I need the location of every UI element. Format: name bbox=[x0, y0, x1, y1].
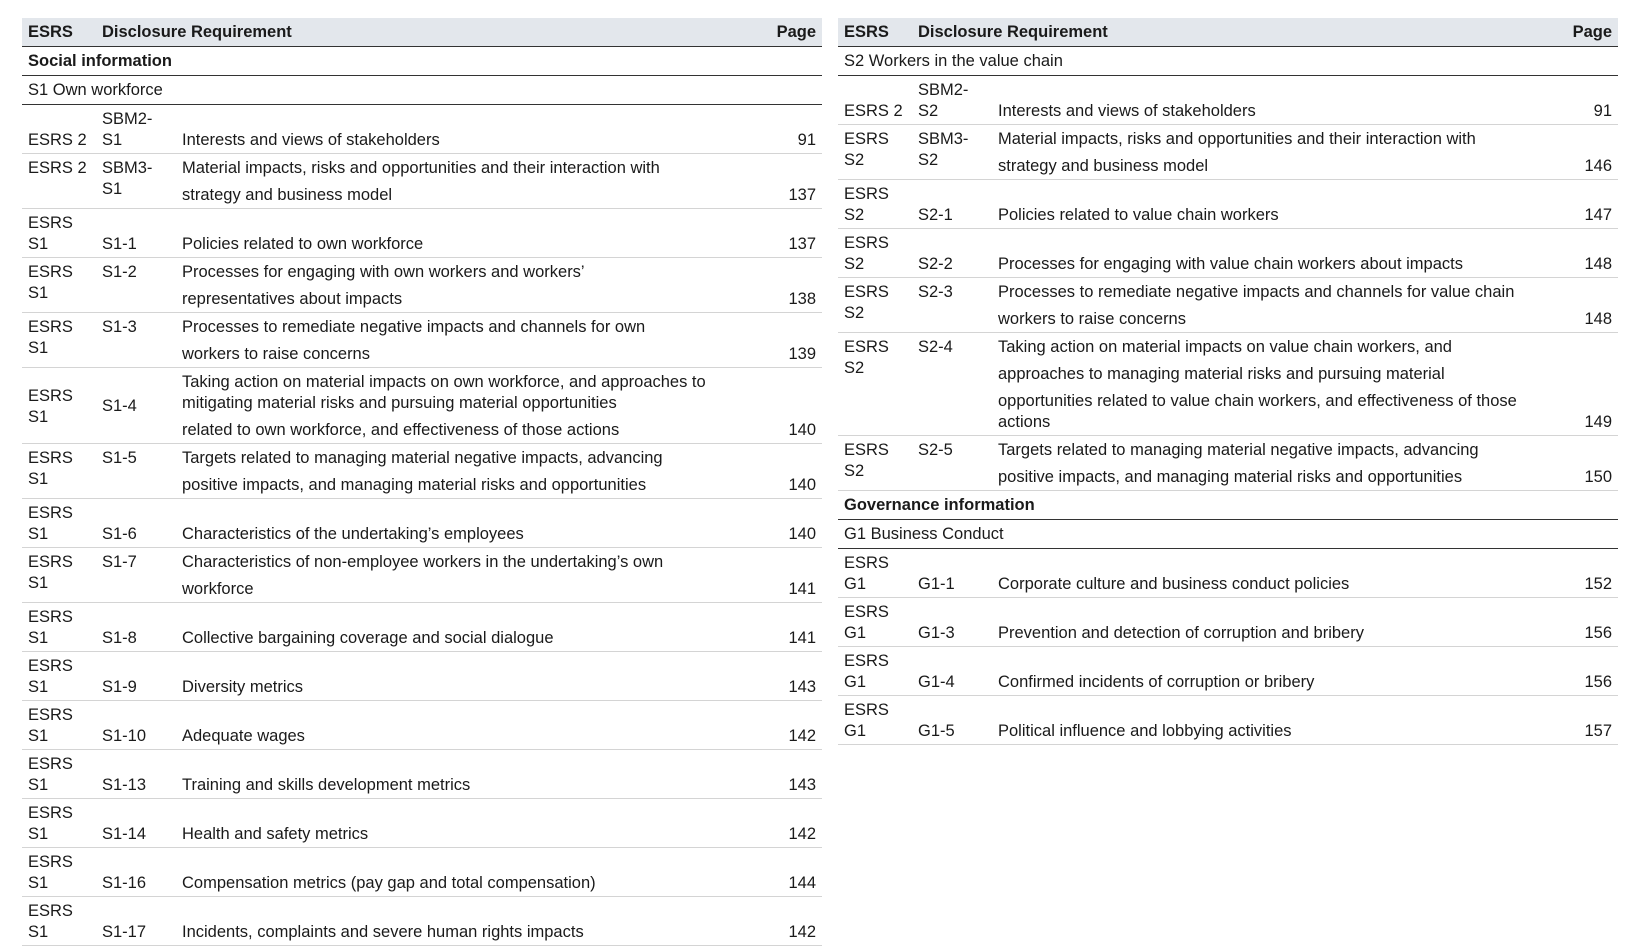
disclosure-requirement bbox=[176, 750, 770, 799]
esrs-standard: ESRS S2 bbox=[838, 180, 912, 229]
requirement-line: Compensation metrics (pay gap and total compensation) bbox=[182, 874, 596, 892]
esrs-standard: ESRS S1 bbox=[22, 603, 96, 652]
table-header-row bbox=[838, 18, 1618, 47]
page-number: 142 bbox=[770, 897, 822, 946]
header-disclosure-requirement: Disclosure Requirement bbox=[912, 18, 1566, 47]
disclosure-requirement bbox=[176, 848, 770, 897]
disclosure-requirement bbox=[992, 229, 1566, 278]
esrs-standard: ESRS S1 bbox=[22, 444, 96, 499]
requirement-line: Confirmed incidents of corruption or bribery bbox=[998, 673, 1315, 691]
requirement-line: Material impacts, risks and opportunities and their interaction with bbox=[998, 130, 1476, 148]
table-row bbox=[22, 848, 822, 897]
esrs-standard: ESRS S1 bbox=[22, 258, 96, 313]
requirement-line: representatives about impacts bbox=[182, 290, 403, 308]
page-number: 152 bbox=[1566, 549, 1618, 598]
header-esrs: ESRS bbox=[22, 18, 96, 47]
disclosure-requirement bbox=[992, 76, 1566, 125]
esrs-standard: ESRS S1 bbox=[22, 368, 96, 444]
page-number: 142 bbox=[770, 799, 822, 848]
requirement-line: Adequate wages bbox=[182, 727, 305, 745]
disclosure-requirement bbox=[176, 368, 770, 444]
requirement-line: Processes to remediate negative impacts and channels for value chain bbox=[998, 283, 1515, 301]
table-row bbox=[838, 229, 1618, 278]
subsection-row bbox=[838, 520, 1618, 549]
disclosure-code: S1-4 bbox=[96, 368, 176, 444]
disclosure-requirement bbox=[176, 548, 770, 603]
esrs-standard: ESRS G1 bbox=[838, 696, 912, 745]
esrs-standard: ESRS G1 bbox=[838, 647, 912, 696]
disclosure-code: S2-3 bbox=[912, 278, 992, 333]
page-number: 139 bbox=[770, 313, 822, 368]
table-row bbox=[838, 333, 1618, 436]
requirement-line: strategy and business model bbox=[998, 157, 1209, 175]
esrs-standard: ESRS S1 bbox=[22, 548, 96, 603]
disclosure-code: G1-4 bbox=[912, 647, 992, 696]
table-row bbox=[22, 154, 822, 209]
page-number: 91 bbox=[770, 105, 822, 154]
table-row bbox=[22, 258, 822, 313]
header-esrs: ESRS bbox=[838, 18, 912, 47]
subsection-title-s2: S2 Workers in the value chain bbox=[838, 47, 1618, 76]
disclosure-requirement bbox=[992, 696, 1566, 745]
esrs-standard: ESRS S1 bbox=[22, 897, 96, 946]
page-number: 148 bbox=[1566, 229, 1618, 278]
disclosure-requirement bbox=[176, 105, 770, 154]
disclosure-requirement bbox=[992, 180, 1566, 229]
table-row bbox=[838, 696, 1618, 745]
table-header-row bbox=[22, 18, 822, 47]
esrs-standard: ESRS S1 bbox=[22, 848, 96, 897]
esrs-standard: ESRS S1 bbox=[22, 652, 96, 701]
table-row bbox=[22, 209, 822, 258]
disclosure-code: S2-1 bbox=[912, 180, 992, 229]
disclosure-code: S2-4 bbox=[912, 333, 992, 436]
esrs-standard: ESRS S2 bbox=[838, 436, 912, 491]
table-row bbox=[22, 499, 822, 548]
page-number: 141 bbox=[770, 603, 822, 652]
disclosure-requirement bbox=[992, 125, 1566, 180]
esrs-standard: ESRS S1 bbox=[22, 313, 96, 368]
disclosure-code: SBM3-S1 bbox=[96, 154, 176, 209]
table-row bbox=[22, 652, 822, 701]
disclosure-code: S1-1 bbox=[96, 209, 176, 258]
page-number: 150 bbox=[1566, 436, 1618, 491]
requirement-line: mitigating material risks and pursuing material opportunities bbox=[182, 394, 617, 412]
requirement-line: Incidents, complaints and severe human rights impacts bbox=[182, 923, 584, 941]
requirement-line: Targets related to managing material negative impacts, advancing bbox=[998, 441, 1479, 459]
requirement-line: related to own workforce, and effectiveness of those actions bbox=[182, 421, 620, 439]
page-number: 140 bbox=[770, 368, 822, 444]
disclosure-requirement bbox=[992, 333, 1566, 436]
disclosure-requirement bbox=[992, 647, 1566, 696]
disclosure-requirement bbox=[992, 436, 1566, 491]
disclosure-requirement bbox=[176, 209, 770, 258]
requirement-line: Material impacts, risks and opportunities and their interaction with bbox=[182, 159, 660, 177]
requirement-line: Prevention and detection of corruption and bribery bbox=[998, 624, 1364, 642]
disclosure-code: S1-10 bbox=[96, 701, 176, 750]
esrs-standard: ESRS G1 bbox=[838, 598, 912, 647]
esrs-standard: ESRS 2 bbox=[838, 76, 912, 125]
header-page: Page bbox=[1566, 18, 1618, 47]
disclosure-code: S2-5 bbox=[912, 436, 992, 491]
disclosure-code: SBM2-S1 bbox=[96, 105, 176, 154]
requirement-line: workers to raise concerns bbox=[998, 310, 1186, 328]
disclosure-requirement bbox=[176, 313, 770, 368]
page-number: 156 bbox=[1566, 598, 1618, 647]
requirement-line: Collective bargaining coverage and social dialogue bbox=[182, 629, 554, 647]
esrs-standard: ESRS S1 bbox=[22, 209, 96, 258]
page-number: 138 bbox=[770, 258, 822, 313]
requirement-line: Characteristics of the undertaking’s employees bbox=[182, 525, 524, 543]
disclosure-requirement bbox=[992, 549, 1566, 598]
page-number: 146 bbox=[1566, 125, 1618, 180]
requirement-line: workers to raise concerns bbox=[182, 345, 370, 363]
requirement-line: positive impacts, and managing material risks and opportunities bbox=[182, 476, 647, 494]
page-number: 143 bbox=[770, 652, 822, 701]
table-row bbox=[22, 313, 822, 368]
right-disclosure-table bbox=[838, 18, 1618, 745]
disclosure-code: S1-16 bbox=[96, 848, 176, 897]
table-row bbox=[838, 125, 1618, 180]
disclosure-requirement bbox=[176, 154, 770, 209]
disclosure-requirement bbox=[176, 258, 770, 313]
disclosure-code: S1-17 bbox=[96, 897, 176, 946]
section-title-social: Social information bbox=[22, 47, 822, 76]
requirement-line: Interests and views of stakeholders bbox=[998, 102, 1256, 120]
disclosure-code: S1-6 bbox=[96, 499, 176, 548]
requirement-line: opportunities related to value chain workers, and effectiveness of those bbox=[998, 392, 1517, 410]
requirement-line: workforce bbox=[182, 580, 254, 598]
page-number: 143 bbox=[770, 750, 822, 799]
page-number: 147 bbox=[1566, 180, 1618, 229]
disclosure-code: G1-5 bbox=[912, 696, 992, 745]
left-table-panel bbox=[22, 18, 822, 946]
disclosure-code: S1-7 bbox=[96, 548, 176, 603]
requirement-line: Health and safety metrics bbox=[182, 825, 369, 843]
header-page: Page bbox=[770, 18, 822, 47]
disclosure-code: S1-5 bbox=[96, 444, 176, 499]
disclosure-code: S1-3 bbox=[96, 313, 176, 368]
esrs-standard: ESRS G1 bbox=[838, 549, 912, 598]
disclosure-code: G1-3 bbox=[912, 598, 992, 647]
section-row bbox=[22, 47, 822, 76]
disclosure-code: S1-9 bbox=[96, 652, 176, 701]
requirement-line: Taking action on material impacts on value chain workers, and bbox=[998, 338, 1452, 356]
section-row bbox=[838, 491, 1618, 520]
page-number: 148 bbox=[1566, 278, 1618, 333]
left-disclosure-table bbox=[22, 18, 822, 946]
esrs-standard: ESRS S2 bbox=[838, 229, 912, 278]
esrs-standard: ESRS 2 bbox=[22, 105, 96, 154]
esrs-standard: ESRS S2 bbox=[838, 278, 912, 333]
requirement-line: Diversity metrics bbox=[182, 678, 304, 696]
disclosure-code: S2-2 bbox=[912, 229, 992, 278]
requirement-line: Characteristics of non-employee workers in the undertaking’s own bbox=[182, 553, 664, 571]
table-row bbox=[22, 105, 822, 154]
table-row bbox=[22, 444, 822, 499]
requirement-line: Corporate culture and business conduct policies bbox=[998, 575, 1350, 593]
page-number: 149 bbox=[1566, 333, 1618, 436]
disclosure-requirement bbox=[992, 278, 1566, 333]
requirement-line: Processes for engaging with own workers and workers’ bbox=[182, 263, 585, 281]
requirement-line: approaches to managing material risks and pursuing material bbox=[998, 365, 1445, 383]
table-row bbox=[22, 368, 822, 444]
requirement-line: positive impacts, and managing material risks and opportunities bbox=[998, 468, 1463, 486]
table-row bbox=[838, 180, 1618, 229]
disclosure-requirement bbox=[176, 799, 770, 848]
requirement-line: Policies related to value chain workers bbox=[998, 206, 1279, 224]
disclosure-requirement bbox=[176, 444, 770, 499]
esrs-standard: ESRS 2 bbox=[22, 154, 96, 209]
subsection-row bbox=[22, 76, 822, 105]
table-row bbox=[22, 897, 822, 946]
subsection-row bbox=[838, 47, 1618, 76]
disclosure-requirement bbox=[176, 897, 770, 946]
table-row bbox=[22, 750, 822, 799]
page-number: 137 bbox=[770, 209, 822, 258]
esrs-standard: ESRS S2 bbox=[838, 333, 912, 436]
page-number: 137 bbox=[770, 154, 822, 209]
disclosure-requirement bbox=[176, 603, 770, 652]
page-number: 144 bbox=[770, 848, 822, 897]
requirement-line: Political influence and lobbying activities bbox=[998, 722, 1292, 740]
right-table-panel bbox=[838, 18, 1618, 745]
table-row bbox=[22, 799, 822, 848]
subsection-title-s1: S1 Own workforce bbox=[22, 76, 822, 105]
esrs-standard: ESRS S1 bbox=[22, 701, 96, 750]
requirement-line: Processes to remediate negative impacts and channels for own bbox=[182, 318, 646, 336]
disclosure-code: S1-2 bbox=[96, 258, 176, 313]
page-number: 91 bbox=[1566, 76, 1618, 125]
disclosure-code: S1-8 bbox=[96, 603, 176, 652]
table-row bbox=[22, 701, 822, 750]
page-number: 156 bbox=[1566, 647, 1618, 696]
requirement-line: Targets related to managing material negative impacts, advancing bbox=[182, 449, 663, 467]
esrs-standard: ESRS S1 bbox=[22, 750, 96, 799]
disclosure-requirement bbox=[992, 598, 1566, 647]
page-number: 157 bbox=[1566, 696, 1618, 745]
esrs-standard: ESRS S1 bbox=[22, 499, 96, 548]
page-number: 140 bbox=[770, 499, 822, 548]
table-row bbox=[22, 603, 822, 652]
table-row bbox=[838, 598, 1618, 647]
esrs-standard: ESRS S1 bbox=[22, 799, 96, 848]
table-row bbox=[838, 549, 1618, 598]
section-title-governance: Governance information bbox=[838, 491, 1618, 520]
requirement-line: Training and skills development metrics bbox=[182, 776, 471, 794]
page-number: 142 bbox=[770, 701, 822, 750]
esrs-standard: ESRS S2 bbox=[838, 125, 912, 180]
table-row bbox=[838, 76, 1618, 125]
disclosure-requirement bbox=[176, 499, 770, 548]
subsection-title-g1: G1 Business Conduct bbox=[838, 520, 1618, 549]
disclosure-requirement bbox=[176, 652, 770, 701]
table-row bbox=[838, 436, 1618, 491]
requirement-line: Interests and views of stakeholders bbox=[182, 131, 440, 149]
requirement-line: Processes for engaging with value chain workers about impacts bbox=[998, 255, 1463, 273]
disclosure-code: SBM2-S2 bbox=[912, 76, 992, 125]
table-row bbox=[838, 278, 1618, 333]
disclosure-code: G1-1 bbox=[912, 549, 992, 598]
table-row bbox=[838, 647, 1618, 696]
disclosure-code: S1-13 bbox=[96, 750, 176, 799]
disclosure-requirement bbox=[176, 701, 770, 750]
requirement-line: Taking action on material impacts on own workforce, and approaches to bbox=[182, 373, 706, 391]
requirement-line: actions bbox=[998, 413, 1051, 431]
disclosure-code: S1-14 bbox=[96, 799, 176, 848]
requirement-line: strategy and business model bbox=[182, 186, 393, 204]
page-number: 140 bbox=[770, 444, 822, 499]
header-disclosure-requirement: Disclosure Requirement bbox=[96, 18, 770, 47]
table-row bbox=[22, 548, 822, 603]
disclosure-code: SBM3-S2 bbox=[912, 125, 992, 180]
requirement-line: Policies related to own workforce bbox=[182, 235, 424, 253]
page-number: 141 bbox=[770, 548, 822, 603]
